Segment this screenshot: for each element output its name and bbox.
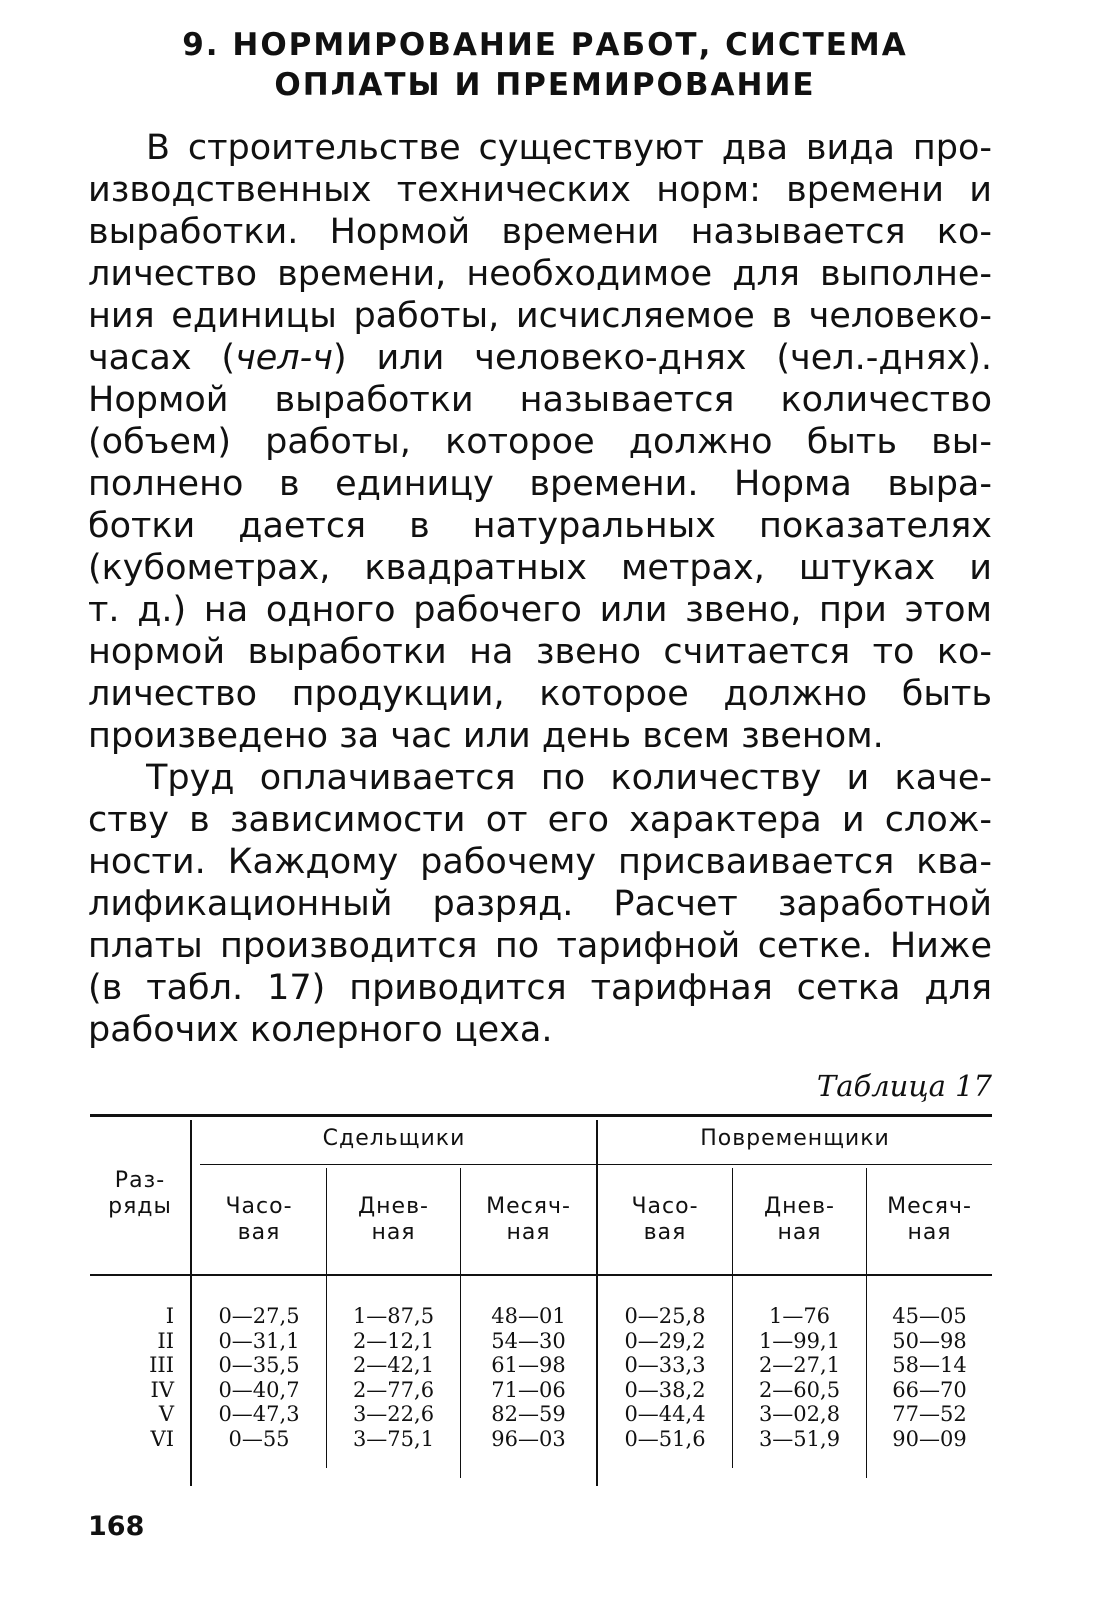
subheader-hourly (598, 1194, 732, 1246)
paragraph-1-line: (кубометрах, квадратных метрах, штуках и (88, 548, 992, 588)
paragraph-2-line: ности. Каждому рабочему присваивается ква- (88, 842, 992, 882)
group-header-time-workers: Повременщики (700, 1126, 890, 1151)
table-cell: 50—98 (892, 1328, 967, 1353)
table-cell: 0—38,2 (624, 1377, 706, 1402)
table-cell: 3—75,1 (352, 1426, 435, 1451)
table-cell: III (149, 1353, 174, 1378)
table-cell: 0—44,4 (624, 1402, 706, 1427)
header-text: вая (643, 1220, 687, 1245)
table-cell: 1—87,5 (352, 1304, 435, 1328)
table-cell: IV (150, 1377, 174, 1402)
header-text: ряды (108, 1194, 172, 1219)
table-cell: V (158, 1402, 174, 1427)
paragraph-1-line: личество времени, необходимое для выполне- (88, 254, 992, 294)
paragraph-2-line: платы производится по тарифной сетке. Ниже (88, 926, 992, 966)
table-cell: 2—27,1 (758, 1353, 841, 1378)
table-cell: 3—51,9 (758, 1426, 841, 1451)
table-cell: II (157, 1328, 174, 1353)
table-cell: 1—99,1 (758, 1328, 841, 1353)
subheader-hourly (192, 1194, 326, 1246)
paragraph-1-line: Нормой выработки называется количество (88, 380, 992, 420)
subheader-daily (327, 1194, 460, 1246)
paragraph-1-line: (объем) работы, которое должно быть вы- (88, 422, 992, 462)
table-cell: 0—40,7 (218, 1377, 300, 1402)
header-text: ная (777, 1220, 822, 1245)
table-cell: 45—05 (892, 1304, 967, 1328)
page-number: 168 (88, 1511, 145, 1542)
table-cell: 0—27,5 (218, 1304, 300, 1328)
header-text: ная (371, 1220, 416, 1245)
header-text: Месяч- (887, 1194, 972, 1219)
table-cell: I (165, 1304, 174, 1328)
table-cell: 2—77,6 (352, 1377, 435, 1402)
time-daily-column (733, 1304, 866, 1452)
header-bottom-rule (90, 1274, 992, 1276)
paragraph-1-line: ботки дается в натуральных показателях (88, 506, 992, 546)
table-cell: 0—51,6 (624, 1426, 706, 1451)
tariff-table (90, 1114, 992, 1486)
header-text: Днев- (763, 1194, 835, 1219)
table-cell: 48—01 (491, 1304, 566, 1328)
table-cell: 0—29,2 (624, 1328, 706, 1353)
paragraph-2-line: (в табл. 17) приводится тарифная сетка для (88, 968, 992, 1008)
time-monthly-column (867, 1304, 992, 1452)
table-cell: 58—14 (892, 1353, 967, 1378)
table-cell: 77—52 (892, 1402, 967, 1427)
table-cell: 2—60,5 (758, 1377, 841, 1402)
subheader-monthly (461, 1194, 596, 1246)
table-cell: 71—06 (491, 1377, 566, 1402)
table-cell: 1—76 (768, 1304, 831, 1328)
table-cell: 0—33,3 (624, 1353, 706, 1378)
paragraph-1-line: личество продукции, которое должно быть (88, 674, 992, 714)
table-cell: 0—25,8 (624, 1304, 706, 1328)
table-cell: 90—09 (892, 1426, 967, 1451)
text-span: ) или человеко-днях (чел.-днях). (332, 338, 992, 378)
table-cell: 54—30 (491, 1328, 566, 1353)
paragraph-1-line: ния единицы работы, исчисляемое в человеко- (88, 296, 992, 336)
header-text: вая (237, 1220, 281, 1245)
section-heading-line-1: 9. НОРМИРОВАНИЕ РАБОТ, СИСТЕМА (182, 27, 908, 63)
time-hourly-column (598, 1304, 732, 1452)
table-cell: 61—98 (491, 1353, 566, 1378)
table-caption: Таблица 17 (816, 1069, 992, 1103)
header-text: ная (506, 1220, 551, 1245)
header-text: Часо- (631, 1194, 699, 1219)
rank-column (90, 1304, 174, 1452)
italic-unit: чел-ч (235, 338, 333, 378)
paragraph-1-line: выработки. Нормой времени называется ко- (88, 212, 992, 252)
table-cell: 82—59 (491, 1402, 566, 1427)
table-cell: 2—42,1 (352, 1353, 435, 1378)
table-cell: 96—03 (491, 1426, 566, 1451)
header-text: Днев- (357, 1194, 429, 1219)
header-text: Часо- (225, 1194, 293, 1219)
header-text: Раз- (114, 1168, 166, 1193)
paragraph-1-line: произведено за час или день всем звеном. (88, 716, 884, 756)
subheader-monthly (867, 1194, 992, 1246)
paragraph-1-line: нормой выработки на звено считается то ко- (88, 632, 992, 672)
paragraph-1-line (88, 338, 992, 378)
piece-hourly-column (192, 1304, 326, 1452)
table-cell: 2—12,1 (352, 1328, 435, 1353)
table-cell: 3—22,6 (352, 1402, 435, 1427)
table-cell: 0—35,5 (218, 1353, 300, 1378)
table-cell: 0—31,1 (218, 1328, 300, 1353)
paragraph-2-line: рабочих колерного цеха. (88, 1010, 553, 1050)
piece-monthly-column (461, 1304, 596, 1452)
table-cell: 3—02,8 (758, 1402, 841, 1427)
paragraph-2-line: лификационный разряд. Расчет заработной (88, 884, 992, 924)
paragraph-1-line: т. д.) на одного рабочего или звено, при этом (88, 590, 992, 630)
rank-column-header (90, 1168, 190, 1220)
table-cell: VI (150, 1426, 174, 1451)
header-text: ная (907, 1220, 952, 1245)
paragraph-1-line: изводственных технических норм: времени и (88, 170, 992, 210)
header-text: Месяч- (486, 1194, 571, 1219)
paragraph-2-line: Труд оплачивается по количеству и каче- (146, 758, 992, 798)
table-cell: 0—47,3 (218, 1402, 300, 1427)
section-heading-line-2: ОПЛАТЫ И ПРЕМИРОВАНИЕ (274, 67, 816, 103)
piece-daily-column (327, 1304, 460, 1452)
group-header-piece-workers: Сдельщики (322, 1126, 466, 1151)
table-cell: 0—55 (228, 1426, 290, 1451)
paragraph-2-line: ству в зависимости от его характера и слож- (88, 800, 992, 840)
paragraph-1-line: полнено в единицу времени. Норма выра- (88, 464, 992, 504)
text-span: часах ( (88, 338, 236, 378)
table-cell: 66—70 (892, 1377, 967, 1402)
table-top-rule (90, 1114, 992, 1117)
paragraph-1-line: В строительстве существуют два вида про- (146, 128, 992, 168)
subheader-daily (733, 1194, 866, 1246)
